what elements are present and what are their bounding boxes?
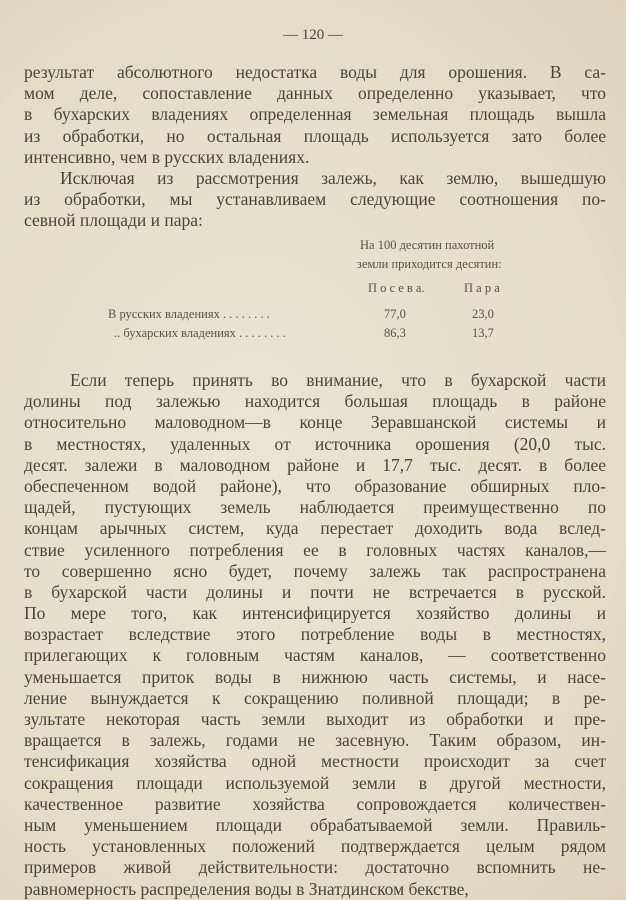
text-line: ным уменьшением площади обрабатываемой земли. Правиль- [24,814,606,835]
table-header-line-2: земли приходится десятин: [357,257,502,271]
row-fallow-value: 23,0 [472,307,494,321]
text-line: результат абсолютного недостатка воды для орошения. В са- [24,62,606,82]
text-line: Исключая из рассмотрения залежь, как землю, вышедшую [60,168,606,188]
row-sowing-value: 77,0 [384,307,406,321]
text-line: обеспеченном водой районе), что образование обширных пло- [24,475,606,496]
paragraph-1 [24,62,606,168]
column-header-fallow: П а р а [464,281,500,295]
table-header-line-1: На 100 десятин пахотной [360,238,495,252]
text-line: ление вынуждается к сокращению поливной площади; в ре- [24,687,606,708]
text-line: вращается в залежь, годами не засевную. Таким образом, ин- [24,730,606,751]
column-header-sowing: П о с е в а. [368,281,425,295]
text-line: Если теперь принять во внимание, что в бухарской части [70,370,606,390]
text-line: щадей, пустующих земель наблюдается преимущественно по [24,497,606,518]
text-line: мом деле, сопоставление данных определенно указывает, что [24,83,606,104]
row-label: .. бухарских владениях . . . . . . . . [114,326,286,340]
text-line: По мере того, как интенсифицируется хозяйство долины и [24,603,606,624]
text-line: примеров живой действительности: достаточно вспомнить не- [24,857,606,878]
text-line: уменьшается приток воды в нижнюю часть системы, и насе- [24,666,606,687]
text-line: то совершенно ясно будет, почему залежь так распространена [24,560,606,581]
text-line: тенсификация хозяйства одной местности происходит за счет [24,751,606,772]
text-line: возрастает вследствие этого потребление воды в местностях, [24,624,606,645]
text-line: долины под залежью находится большая площадь в районе [24,391,606,412]
text-line: в местностях, удаленных от источника орошения (20,0 тыс. [24,433,606,454]
text-line: относительно маловодном—в конце Зеравшанской системы и [24,412,606,433]
text-line: из обработки, мы устанавливаем следующие соотношения по- [24,189,606,210]
paragraph-2 [24,168,606,232]
text-line: качественное развитие хозяйства сопровождается количествен- [24,793,606,814]
row-sowing-value: 86,3 [384,326,406,340]
page-number: — 120 — [283,27,343,43]
paragraph-3 [24,370,606,900]
text-line: интенсивно, чем в русских владениях. [24,146,310,167]
text-line: зультате некоторая часть земли выходит из обработки и пре- [24,709,606,729]
text-line: ствие усиленного потребления ее в головных частях каналов,— [24,539,606,560]
text-line: сокращения площади используемой земли в другой местности, [24,772,606,793]
text-line: прилегающих к головным частям каналов, — соответственно [24,645,606,666]
text-line: в бухарской части долины и почти не встречается в русской. [24,581,606,602]
text-line: ность установленных положений подтверждается целым рядом [24,836,606,857]
text-line: десят. залежи в маловодном районе и 17,7 тыс. десят. в более [24,454,606,475]
text-line: севной площади и пара: [24,210,203,231]
text-line: из обработки, но остальная площадь используется зато более [24,125,606,146]
text-line: равномерность распределения воды в Знатдинском бекстве, [24,878,469,899]
text-line: концам арычных систем, куда перестает доходить вода вслед- [24,518,606,539]
row-fallow-value: 13,7 [472,326,494,340]
row-label: В русских владениях . . . . . . . . [108,307,270,321]
text-line: в бухарских владениях определенная земельная площадь вышла [24,104,606,125]
